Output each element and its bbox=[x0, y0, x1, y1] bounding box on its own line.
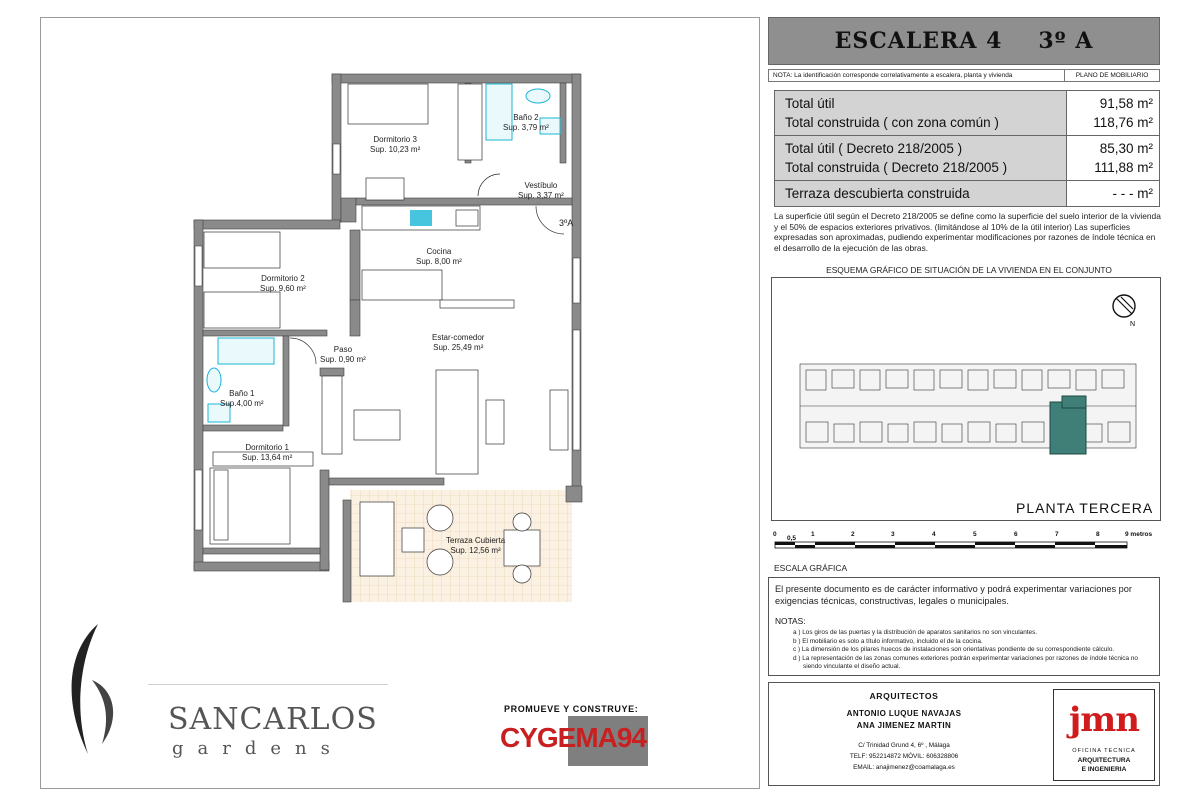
disclaimer-text: El presente documento es de carácter informativo y podrá experimentar variaciones por exigencias técnicas, constructivas, legales o municipales. bbox=[775, 584, 1132, 606]
jmn-logo bbox=[1053, 689, 1155, 781]
area-value: - - - m² bbox=[1112, 186, 1153, 201]
area-label: Total construida ( Decreto 218/2005 ) bbox=[775, 158, 1067, 180]
site-plan-drawing bbox=[772, 278, 1160, 520]
jmn-logo-line: E INGENIERIA bbox=[1081, 766, 1127, 773]
area-value: 111,88 m² bbox=[1094, 160, 1153, 175]
note-item: b ) El mobiliario es solo a título informativo, incluido el de la cocina. bbox=[793, 637, 983, 645]
architects-address: C/ Trinidad Grund 4, 6º , Málaga bbox=[858, 742, 950, 749]
area-value: 91,58 m² bbox=[1099, 96, 1153, 111]
floor-label: PLANTA TERCERA bbox=[1016, 500, 1154, 516]
scale-tick-label: 0,5 bbox=[787, 535, 797, 542]
area-label: Total útil ( Decreto 218/2005 ) bbox=[775, 136, 1067, 158]
scale-tick-label: 4 bbox=[932, 531, 936, 538]
brand-name: SANCARLOS bbox=[168, 702, 378, 737]
unit-tag: 3ºA bbox=[559, 218, 574, 228]
architects-phones: TELF: 952214872 MÓVIL: 606328806 bbox=[849, 753, 959, 760]
identification-note bbox=[768, 69, 1160, 82]
scale-tick-label: 2 bbox=[851, 531, 855, 538]
room-cocina-label: Cocina Sup. 8,00 m² bbox=[416, 247, 462, 266]
note-text: NOTA: La identificación corresponde correlativamente a escalera, planta y vivienda bbox=[769, 70, 1065, 81]
architects-info bbox=[769, 683, 1039, 771]
brand-symbol-logo bbox=[58, 620, 128, 765]
architects-heading: ARQUITECTOS bbox=[869, 691, 939, 701]
brand-divider bbox=[148, 684, 388, 685]
promoter-label: PROMUEVE Y CONSTRUYE: bbox=[504, 704, 639, 714]
plan-type: PLANO DE MOBILIARIO bbox=[1075, 72, 1149, 79]
floor-plan bbox=[170, 60, 590, 610]
scale-tick-label: 3 bbox=[891, 531, 895, 538]
room-vestibulo-label: Vestíbulo Sup. 3,37 m² bbox=[518, 181, 564, 200]
title-escalera: ESCALERA 4 bbox=[834, 28, 1003, 54]
legal-text: La superficie útil según el Decreto 218/2005 se define como la superficie del suelo interior de la vivienda y el 50% de espacios exteriores privativos. (limitándose al 10% de la útil interior) Las superficies expresadas son aproximadas, pudiendo experimentar modificaciones por razones de índole técnica en el desarrollo de la ejecución de las obras. bbox=[774, 211, 1161, 253]
architects-box bbox=[768, 682, 1160, 786]
note-item: d ) La representación de las zonas comunes exteriores podrán experimentar variaciones por razones de índole técnica no siendo vinculante el diseño actual. bbox=[793, 654, 1138, 671]
scale-tick-label: 6 bbox=[1014, 531, 1018, 538]
area-row bbox=[775, 136, 1159, 181]
info-box bbox=[768, 577, 1160, 676]
scale-tick-label: 1 bbox=[811, 531, 815, 538]
jmn-logo-line: ARQUITECTURA bbox=[1077, 757, 1131, 764]
room-dormitorio2-label: Dormitorio 2 Sup. 9,60 m² bbox=[260, 274, 306, 293]
schema-title: ESQUEMA GRÁFICO DE SITUACIÓN DE LA VIVIENDA EN EL CONJUNTO bbox=[826, 265, 1112, 275]
room-estar-label: Estar-comedor Sup. 25,49 m² bbox=[432, 333, 485, 352]
scale-tick-label: 9 metros bbox=[1125, 531, 1153, 538]
unit-highlight bbox=[1050, 402, 1086, 454]
room-bano2-label: Baño 2 Sup. 3,79 m² bbox=[503, 113, 549, 132]
scale-tick-label: 8 bbox=[1096, 531, 1100, 538]
area-value: 85,30 m² bbox=[1099, 141, 1153, 156]
note-item: c ) La dimensión de los pilares huecos de instalaciones son orientativas pondiente de su correspondiente cálculo. bbox=[793, 646, 1115, 654]
room-bano1-label: Baño 1 Sup.4,00 m² bbox=[220, 389, 264, 408]
compass-icon bbox=[1113, 295, 1135, 328]
area-table bbox=[774, 90, 1160, 207]
brand-subtitle: gardens bbox=[172, 738, 344, 759]
svg-text:N: N bbox=[1130, 321, 1136, 328]
scale-tick-label: 0 bbox=[773, 531, 777, 538]
jmn-logo-line: OFICINA TECNICA bbox=[1072, 748, 1136, 754]
note-item: a ) Los giros de las puertas y la distribución de aparatos sanitarios no son vinculantes. bbox=[793, 629, 1038, 636]
room-terraza-label: Terraza Cubierta Sup. 12,56 m² bbox=[446, 536, 506, 555]
notes-title: NOTAS: bbox=[775, 616, 806, 626]
area-label: Total construida ( con zona común ) bbox=[775, 113, 1067, 135]
area-label: Total útil bbox=[775, 91, 1067, 113]
room-dormitorio3-label: Dormitorio 3 Sup. 10,23 m² bbox=[370, 135, 421, 154]
jmn-logo-mark: jmn bbox=[1069, 700, 1139, 740]
architect-name: ANTONIO LUQUE NAVAJAS bbox=[846, 709, 962, 718]
title-unit: 3º A bbox=[1038, 28, 1094, 54]
room-dormitorio1-label: Dormitorio 1 Sup. 13,64 m² bbox=[242, 443, 293, 462]
architects-email: EMAIL: anajimenez@coamalaga.es bbox=[853, 764, 955, 771]
scale-tick-label: 7 bbox=[1055, 531, 1059, 538]
graphic-scale bbox=[771, 530, 1163, 560]
promoter-logo: CYGEMA94 bbox=[500, 722, 647, 753]
architect-name: ANA JIMENEZ MARTIN bbox=[856, 721, 952, 730]
site-schema bbox=[771, 277, 1161, 521]
scale-label: ESCALA GRÁFICA bbox=[774, 563, 848, 573]
area-label: Terraza descubierta construida bbox=[775, 181, 1067, 206]
title-banner bbox=[768, 17, 1160, 65]
scale-tick-label: 5 bbox=[973, 531, 977, 538]
room-paso-label: Paso Sup. 0,90 m² bbox=[320, 345, 366, 364]
area-row bbox=[775, 181, 1159, 206]
area-value: 118,76 m² bbox=[1093, 115, 1153, 130]
area-row bbox=[775, 91, 1159, 136]
notes-list bbox=[775, 629, 1153, 672]
